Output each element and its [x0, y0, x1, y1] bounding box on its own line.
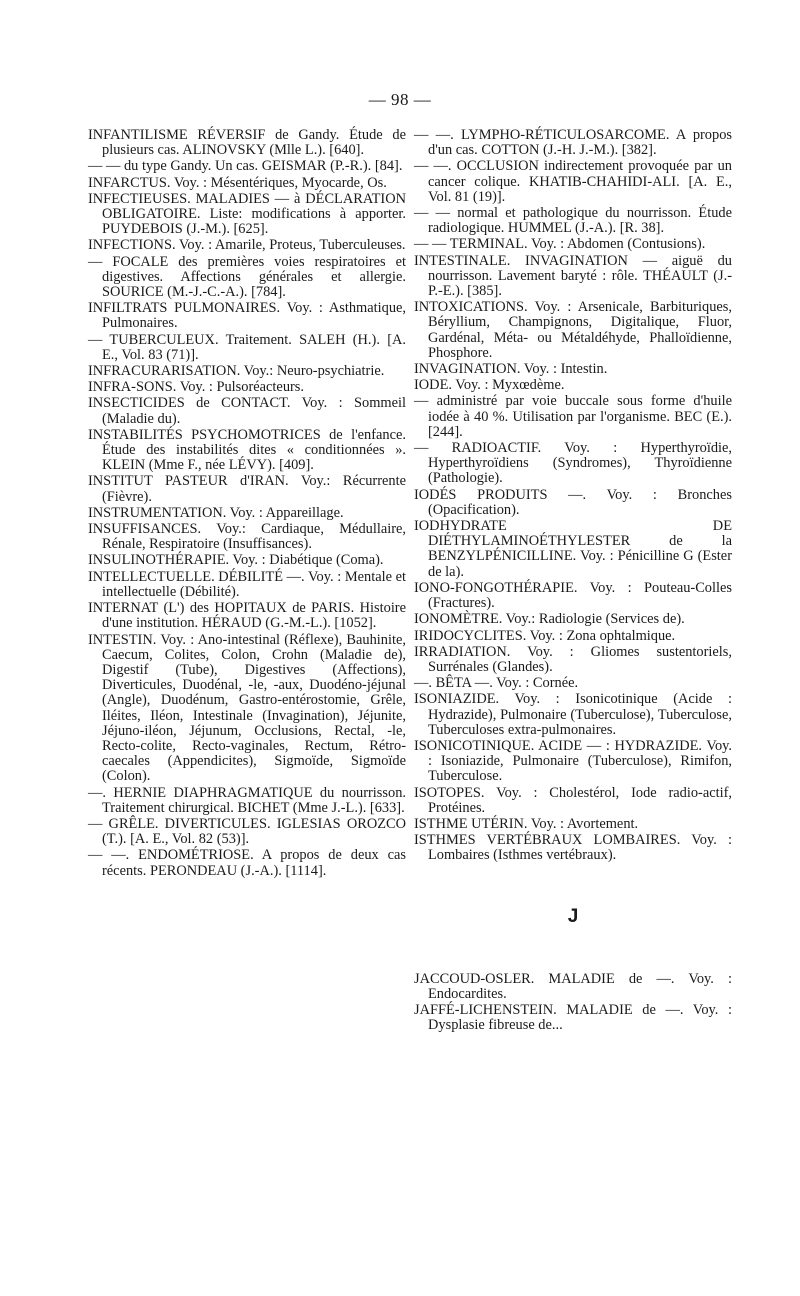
index-entry: — administré par voie buccale sous forme d'huile iodée à 40 %. Utilisation par l'organisme. BEC (E.). [244]. — [414, 393, 732, 440]
index-entry: INTERNAT (L') des HOPITAUX de PARIS. Histoire d'une institution. HÉRAUD (G.-M.-L.). [1052]. — [88, 600, 406, 632]
index-entry: INFARCTUS. Voy. : Mésentériques, Myocarde, Os. — [88, 174, 387, 191]
index-entry: — — TERMINAL. Voy. : Abdomen (Contusions). — [414, 236, 706, 253]
index-entry: INFILTRATS PULMONAIRES. Voy. : Asthmatique, Pulmonaires. — [88, 300, 406, 332]
index-entry: INFECTIONS. Voy. : Amarile, Proteus, Tuberculeuses. — [88, 237, 406, 254]
index-entry: INTOXICATIONS. Voy. : Arsenicale, Barbituriques, Béryllium, Champignons, Digitalique, Fluor, Gardénal, Méta- ou Métaldéhyde, Phalloïdienne, Phosphore. — [414, 299, 732, 361]
left-column — [88, 128, 406, 880]
index-entry: —. BÊTA —. Voy. : Cornée. — [414, 675, 579, 692]
index-entry: —. HERNIE DIAPHRAGMATIQUE du nourrisson. Traitement chirurgical. BICHET (Mme J.-L.). [633]. — [88, 784, 406, 816]
index-entry: IRRADIATION. Voy. : Gliomes sustentoriels, Surrénales (Glandes). — [414, 643, 732, 675]
index-entry: INSTRUMENTATION. Voy. : Appareillage. — [88, 504, 344, 521]
index-entry: INVAGINATION. Voy. : Intestin. — [414, 361, 608, 378]
index-entry: ISONICOTINIQUE. ACIDE — : HYDRAZIDE. Voy. : Isoniazide, Pulmonaire (Tuberculose), Rimifon, Tuberculose. — [414, 737, 732, 785]
index-entry: ISONIAZIDE. Voy. : Isonicotinique (Acide : Hydrazide), Pulmonaire (Tuberculose), Tuberculose, Tuberculoses extra-pulmonaires. — [414, 691, 732, 738]
index-entry: — TUBERCULEUX. Traitement. SALEH (H.). [A. E., Vol. 83 (71)]. — [88, 331, 406, 363]
index-entry: — —. LYMPHO-RÉTICULOSARCOME. A propos d'un cas. COTTON (J.-H. J.-M.). [382]. — [414, 127, 732, 159]
index-entry: INSUFFISANCES. Voy.: Cardiaque, Médullaire, Rénale, Respiratoire (Insuffisances). — [88, 521, 406, 553]
section-letter: J — [567, 905, 579, 927]
index-entry: INTELLECTUELLE. DÉBILITÉ —. Voy. : Mentale et intellectuelle (Débilité). — [88, 568, 406, 600]
index-entry: — —. ENDOMÉTRIOSE. A propos de deux cas récents. PERONDEAU (J.-A.). [1114]. — [88, 847, 406, 879]
index-entry: IRIDOCYCLITES. Voy. : Zona ophtalmique. — [414, 627, 676, 644]
index-entry: IODHYDRATE DE DIÉTHYLAMINOÉTHYLESTER de la BENZYLPÉNICILLINE. Voy. : Pénicilline G (Ester de la). — [414, 518, 732, 580]
index-entry: INFECTIEUSES. MALADIES — à DÉCLARATION OBLIGATOIRE. Liste: modifications à apporter. PUYDEBOIS (J.-M.). [625]. — [88, 190, 406, 238]
index-entry: ISTHME UTÉRIN. Voy. : Avortement. — [414, 815, 639, 832]
index-entry: INFANTILISME RÉVERSIF de Gandy. Étude de plusieurs cas. ALINOVSKY (Mlle L.). [640]. — [88, 127, 406, 159]
index-entry: — — du type Gandy. Un cas. GEISMAR (P.-R.). [84]. — [88, 158, 403, 175]
index-entry: INFRACURARISATION. Voy.: Neuro-psychiatrie. — [88, 363, 385, 380]
index-entry: — RADIOACTIF. Voy. : Hyperthyroïdie, Hyperthyroïdiens (Syndromes), Thyroïdienne (Pathologie). — [414, 440, 732, 487]
index-entry: INSTITUT PASTEUR d'IRAN. Voy.: Récurrente (Fièvre). — [88, 473, 406, 505]
index-entry: JAFFÉ-LICHENSTEIN. MALADIE de —. Voy. : Dysplasie fibreuse de... — [414, 1001, 732, 1034]
index-entry: — FOCALE des premières voies respiratoires et digestives. Affections générales et allergie. SOURICE (M.-J.-C.-A.). [784]. — [88, 253, 406, 301]
index-entry: IODE. Voy. : Myxœdème. — [414, 377, 565, 394]
index-entry: IONO-FONGOTHÉRAPIE. Voy. : Pouteau-Colles (Fractures). — [414, 579, 732, 612]
index-entry: — GRÊLE. DIVERTICULES. IGLESIAS OROZCO (T.). [A. E., Vol. 82 (53)]. — [88, 815, 406, 848]
page-number: — 98 — — [368, 90, 432, 109]
index-entry: INTESTIN. Voy. : Ano-intestinal (Réflexe), Bauhinite, Caecum, Colites, Colon, Crohn (Maladie de), Digestif (Tube), Digestives (Affections), Diverticules, Duodénal, -le, -aux, Duodéno-jéjunal (Angle), Duodénum, Gastro-entérostomie, Grêle, Iléites, Iléon, Intestinale (Invagination), Jéjunite, Jéjuno-iléon, Jéjunum, Occlusions, Rectal, -le, Recto-colite, Recto-vaginales, Rectum, Rétro-caecales (Appendicites), Sigmoïde, Sigmoïde (Colon). — [88, 631, 406, 785]
index-entry: — —. OCCLUSION indirectement provoquée par un cancer colique. KHATIB-CHAHIDI-ALI. [A. E., Vol. 81 (19)]. — [414, 158, 732, 205]
right-column — [414, 128, 732, 1034]
index-entry: ISTHMES VERTÉBRAUX LOMBAIRES. Voy. : Lombaires (Isthmes vertébraux). — [414, 832, 732, 864]
index-entry: INTESTINALE. INVAGINATION — aiguë du nourrisson. Lavement baryté : rôle. THÉAULT (J.-P.-E.). [385]. — [414, 252, 732, 300]
index-entry: INSTABILITÉS PSYCHOMOTRICES de l'enfance. Étude des instabilités dites « conditionnées ». KLEIN (Mme F., née LÉVY). [409]. — [88, 426, 406, 474]
index-entry: INSECTICIDES de CONTACT. Voy. : Sommeil (Maladie du). — [88, 395, 406, 427]
index-entry: IONOMÈTRE. Voy.: Radiologie (Services de). — [414, 611, 685, 628]
index-entry: INSULINOTHÉRAPIE. Voy. : Diabétique (Coma). — [88, 552, 384, 569]
index-entry: JACCOUD-OSLER. MALADIE de —. Voy. : Endocardites. — [414, 970, 732, 1002]
index-entry: ISOTOPES. Voy. : Cholestérol, Iode radio-actif, Protéines. — [414, 784, 732, 816]
index-entry: IODÉS PRODUITS —. Voy. : Bronches (Opacification). — [414, 486, 732, 518]
index-entry: — — normal et pathologique du nourrisson. Étude radiologique. HUMMEL (J.-A.). [R. 38]. — [414, 205, 732, 237]
index-entry: INFRA-SONS. Voy. : Pulsoréacteurs. — [88, 379, 304, 396]
